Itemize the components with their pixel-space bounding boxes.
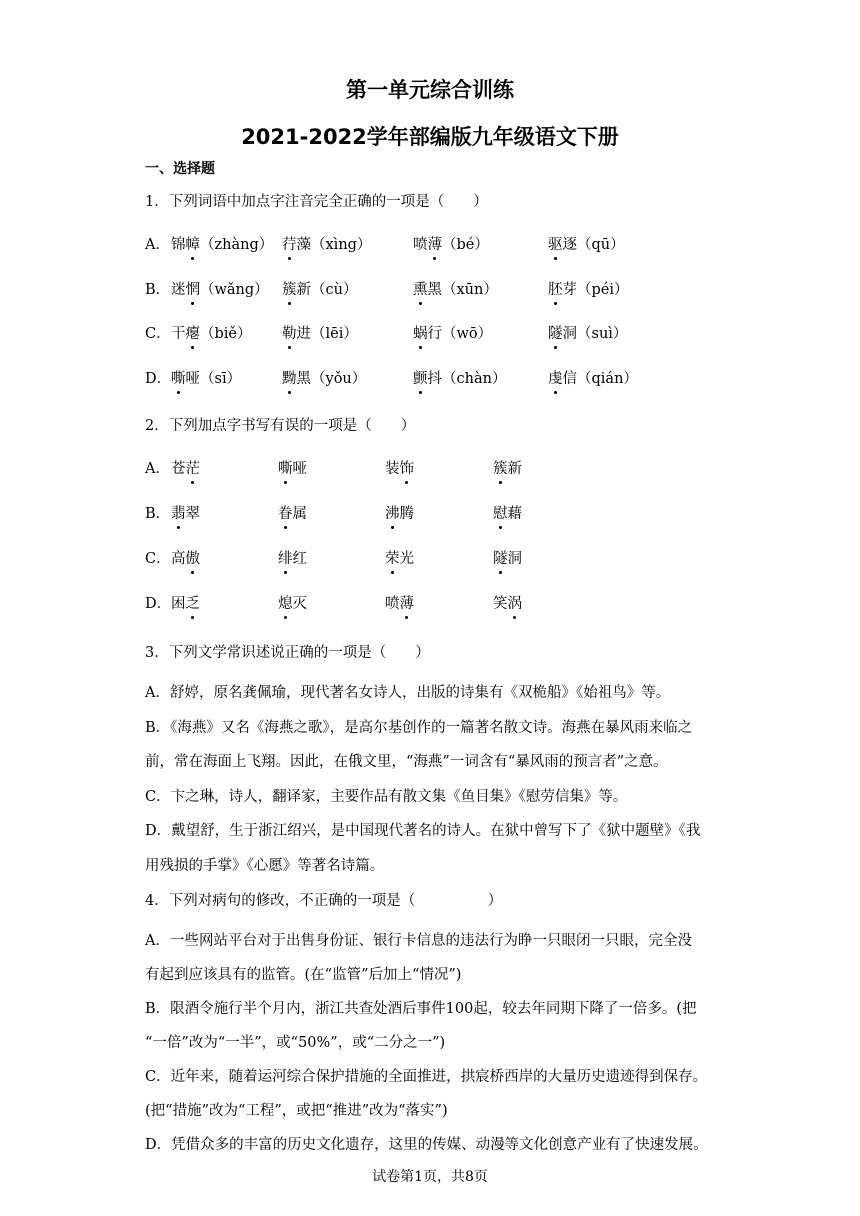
option-line: C．卞之琳，诗人，翻译家，主要作品有散文集《鱼目集》《慰劳信集》等。 <box>145 788 628 805</box>
term-text: 芽（péi） <box>562 282 629 298</box>
option-term <box>171 322 252 343</box>
dotted-character: 瘪 <box>186 322 201 343</box>
dotted-character: 嘶 <box>171 367 186 388</box>
page-footer: 试卷第1页，共8页 <box>372 1169 488 1185</box>
term-text: 迷 <box>171 282 186 298</box>
option-row <box>145 322 745 344</box>
term-text: 信（qián） <box>562 371 638 387</box>
term-text: 黑（yǒu） <box>296 371 367 387</box>
question-3-stem: 3．下列文学常识述说正确的一项是（ ） <box>145 645 430 661</box>
page-title: 第一单元综合训练 <box>346 78 514 102</box>
option-term <box>413 233 489 254</box>
option-label: C． <box>145 551 171 567</box>
option-term <box>171 592 200 613</box>
option-label: B． <box>145 506 171 522</box>
term-text: 喷 <box>413 237 428 253</box>
dotted-character: 蜗 <box>413 322 428 343</box>
option-term <box>171 233 273 254</box>
dotted-character: 勒 <box>282 322 297 343</box>
term-text: 哑 <box>292 461 307 477</box>
dotted-character: 黝 <box>282 367 297 388</box>
dotted-character: 沸 <box>385 502 400 523</box>
option-term <box>385 457 414 478</box>
option-term <box>278 502 307 523</box>
question-4-stem: 4．下列对病句的修改，不正确的一项是（ ） <box>145 893 503 909</box>
dotted-character: 饰 <box>400 457 415 478</box>
option-line: D．凭借众多的丰富的历史文化遗存，这里的传媒、动漫等文化创意产业有了快速发展。 <box>145 1137 708 1153</box>
term-text: 翠 <box>185 506 200 522</box>
dotted-character: 涡 <box>508 592 523 613</box>
option-line: D．戴望舒，生于浙江绍兴，是中国现代著名的诗人。在狱中曾写下了《狱中题壁》《我 <box>145 823 701 839</box>
dotted-character: 眷 <box>278 502 293 523</box>
dotted-character: 胚 <box>548 278 563 299</box>
term-text: （biě） <box>200 326 252 342</box>
option-term <box>282 367 366 388</box>
option-term <box>282 278 357 299</box>
option-term <box>385 592 414 613</box>
term-text: 藉 <box>507 506 522 522</box>
option-term <box>548 322 627 343</box>
option-label: B． <box>145 282 171 298</box>
term-text: 光 <box>399 551 414 567</box>
term-text: 新（cù） <box>296 282 358 298</box>
option-label: A． <box>145 461 170 477</box>
term-text: 装 <box>385 461 400 477</box>
dotted-character: 簇 <box>493 457 508 478</box>
term-text: 腾 <box>399 506 414 522</box>
dotted-character: 乏 <box>186 592 201 613</box>
option-row <box>145 278 745 300</box>
dotted-character: 茫 <box>186 457 201 478</box>
term-text: 藻（xìng） <box>296 237 372 253</box>
option-term <box>171 547 200 568</box>
option-line: 前，常在海面上飞翔。因此，在俄文里，“海燕”一词含有“暴风雨的预言者”之意。 <box>145 754 668 770</box>
option-line: A．一些网站平台对于出售身份证、银行卡信息的违法行为睁一只眼闭一只眼，完全没 <box>145 933 692 949</box>
option-term <box>278 592 307 613</box>
option-line: B．限酒令施行半个月内，浙江共查处酒后事件100起，较去年同期下降了一倍多。(把 <box>145 1001 697 1017</box>
option-term <box>171 367 241 388</box>
option-term <box>385 502 414 523</box>
option-term <box>385 547 414 568</box>
option-term <box>413 367 506 388</box>
dotted-character: 绯 <box>278 547 293 568</box>
dotted-character: 熄 <box>278 592 293 613</box>
term-text: 行（wō） <box>427 326 493 342</box>
section-heading: 一、选择题 <box>145 161 215 177</box>
option-term <box>278 457 307 478</box>
page-subtitle: 2021-2022学年部编版九年级语文下册 <box>241 125 619 149</box>
term-text: 喷 <box>385 596 400 612</box>
option-line: 有起到应该具有的监管。(在“监管”后加上“情况”) <box>145 967 462 983</box>
option-row <box>145 457 745 479</box>
term-text: 洞 <box>507 551 522 567</box>
term-text: 困 <box>171 596 186 612</box>
option-term <box>493 592 522 613</box>
term-text: 灭 <box>292 596 307 612</box>
term-text: 干 <box>171 326 186 342</box>
dotted-character: 慰 <box>493 502 508 523</box>
dotted-character: 簇 <box>282 278 297 299</box>
option-line: A．舒婷，原名龚佩瑜，现代著名女诗人，出版的诗集有《双桅船》《始祖鸟》等。 <box>145 685 671 701</box>
term-text: （zhàng） <box>200 237 274 253</box>
term-text: 洞（suì） <box>562 326 628 342</box>
option-label: D． <box>145 371 172 387</box>
option-term <box>413 278 498 299</box>
dotted-character: 熏 <box>413 278 428 299</box>
dotted-character: 翡 <box>171 502 186 523</box>
term-text: 属 <box>292 506 307 522</box>
option-row <box>145 547 745 569</box>
option-term <box>171 457 200 478</box>
option-term <box>282 322 358 343</box>
option-term <box>548 233 625 254</box>
option-line: 用残损的手掌》《心愿》等著名诗篇。 <box>145 857 385 874</box>
term-text: 锦 <box>171 237 186 253</box>
term-text: 新 <box>507 461 522 477</box>
term-text: 哑（sī） <box>185 371 242 387</box>
dotted-character: 隧 <box>548 322 563 343</box>
option-term <box>282 233 371 254</box>
dotted-character: 颤 <box>413 367 428 388</box>
term-text: 黑（xūn） <box>427 282 498 298</box>
dotted-character: 傲 <box>186 547 201 568</box>
option-term <box>171 278 269 299</box>
option-term <box>493 502 522 523</box>
option-term <box>278 547 307 568</box>
term-text: 抖（chàn） <box>427 371 507 387</box>
question-2-stem: 2．下列加点字书写有误的一项是（ ） <box>145 418 416 434</box>
option-term <box>413 322 492 343</box>
option-row <box>145 367 745 389</box>
term-text: 苍 <box>171 461 186 477</box>
option-term <box>548 278 629 299</box>
dotted-character: 惘 <box>186 278 201 299</box>
dotted-character: 薄 <box>400 592 415 613</box>
option-line: (把“措施”改为“工程”，或把“推进”改为“落实”) <box>145 1103 448 1119</box>
term-text: 逐（qū） <box>562 237 625 253</box>
term-text: （bé） <box>442 237 489 253</box>
dotted-character: 幛 <box>186 233 201 254</box>
dotted-character: 嘶 <box>278 457 293 478</box>
dotted-character: 荣 <box>385 547 400 568</box>
question-1-stem: 1．下列词语中加点字注音完全正确的一项是（ ） <box>145 194 488 210</box>
term-text: 红 <box>292 551 307 567</box>
option-term <box>171 502 200 523</box>
option-term <box>548 367 638 388</box>
dotted-character: 驱 <box>548 233 563 254</box>
option-line: C．近年来，随着运河综合保护措施的全面推进，拱宸桥西岸的大量历史遗迹得到保存。 <box>145 1069 708 1085</box>
dotted-character: 隧 <box>493 547 508 568</box>
option-term <box>493 547 522 568</box>
term-text: （wǎng） <box>200 282 269 298</box>
dotted-character: 荇 <box>282 233 297 254</box>
option-row <box>145 502 745 524</box>
term-text: 高 <box>171 551 186 567</box>
term-text: 进（lēi） <box>296 326 358 342</box>
option-label: D． <box>145 596 172 612</box>
option-line: “一倍”改为“一半”，或“50%”，或“二分之一”) <box>145 1035 446 1051</box>
option-label: A． <box>145 237 170 253</box>
option-label: C． <box>145 326 171 342</box>
option-row <box>145 592 745 614</box>
dotted-character: 虔 <box>548 367 563 388</box>
option-term <box>493 457 522 478</box>
term-text: 笑 <box>493 596 508 612</box>
option-row <box>145 233 745 255</box>
dotted-character: 薄 <box>428 233 443 254</box>
option-line: B．《海燕》又名《海燕之歌》，是高尔基创作的一篇著名散文诗。海燕在暴风雨来临之 <box>145 719 693 736</box>
